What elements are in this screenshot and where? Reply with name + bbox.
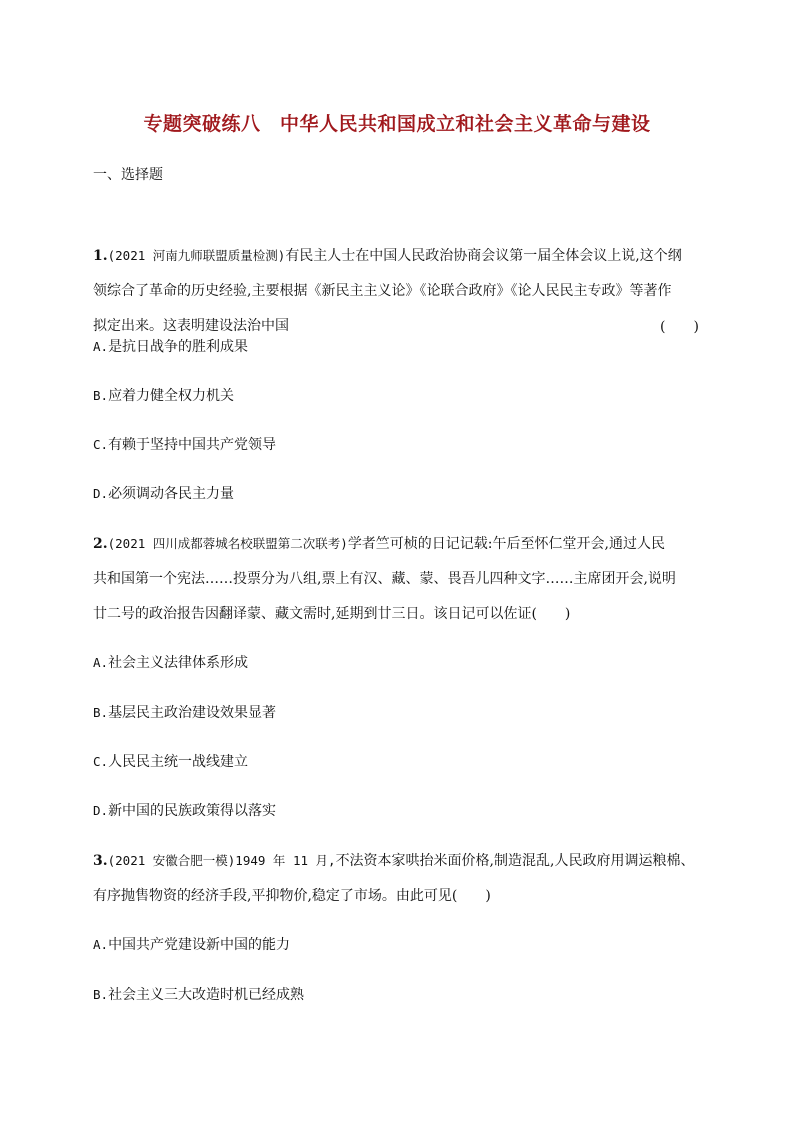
question-2-line-1 [93,534,665,554]
section-heading: 一、选择题 [93,167,163,183]
question-1-option-a: A.是抗日战争的胜利成果 [93,339,249,355]
question-2-option-a: A.社会主义法律体系形成 [93,655,249,671]
question-1-option-c: C.有赖于坚持中国共产党领导 [93,437,277,453]
question-1-option-d: D.必须调动各民主力量 [93,486,235,502]
question-source: (2021 四川成都蓉城名校联盟第二次联考) [107,536,348,551]
question-2-line-3: 廿二号的政治报告因翻译蒙、藏文需时,延期到廿三日。该日记可以佐证( ) [93,606,571,622]
question-1-line-2: 领综合了革命的历史经验,主要根据《新民主主义论》《论联合政府》《论人民民主专政》等著作 [93,283,672,299]
question-1-line-3: 拟定出来。这表明建设法治中国 [93,318,289,334]
question-3-option-a: A.中国共产党建设新中国的能力 [93,937,291,953]
question-number: 1. [93,248,108,264]
question-3-line-1 [93,851,694,871]
question-number: 3. [93,853,108,869]
page-title: 专题突破练八 中华人民共和国成立和社会主义革命与建设 [143,113,651,135]
question-text: 不法资本家哄抬米面价格,制造混乱,人民政府用调运粮棉、 [335,853,695,869]
question-2-line-2: 共和国第一个宪法……投票分为八组,票上有汉、藏、蒙、畏吾儿四种文字……主席团开会,说明 [93,571,676,587]
question-2-option-b: B.基层民主政治建设效果显著 [93,705,277,721]
question-2-option-c: C.人民民主统一战线建立 [93,754,249,770]
question-source: (2021 安徽合肥一模)1949 年 11 月, [107,853,336,868]
question-3-line-2: 有序抛售物资的经济手段,平抑物价,稳定了市场。由此可见( ) [93,888,491,904]
question-source: (2021 河南九师联盟质量检测) [107,248,286,263]
question-1-line-1 [93,246,682,266]
question-1-option-b: B.应着力健全权力机关 [93,388,235,404]
answer-parenthesis: ( ) [660,319,699,335]
question-text: 有民主人士在中国人民政治协商会议第一届全体会议上说,这个纲 [285,248,682,264]
question-text: 学者竺可桢的日记记载:午后至怀仁堂开会,通过人民 [347,536,665,552]
question-number: 2. [93,536,108,552]
question-2-option-d: D.新中国的民族政策得以落实 [93,803,277,819]
question-3-option-b: B.社会主义三大改造时机已经成熟 [93,987,305,1003]
